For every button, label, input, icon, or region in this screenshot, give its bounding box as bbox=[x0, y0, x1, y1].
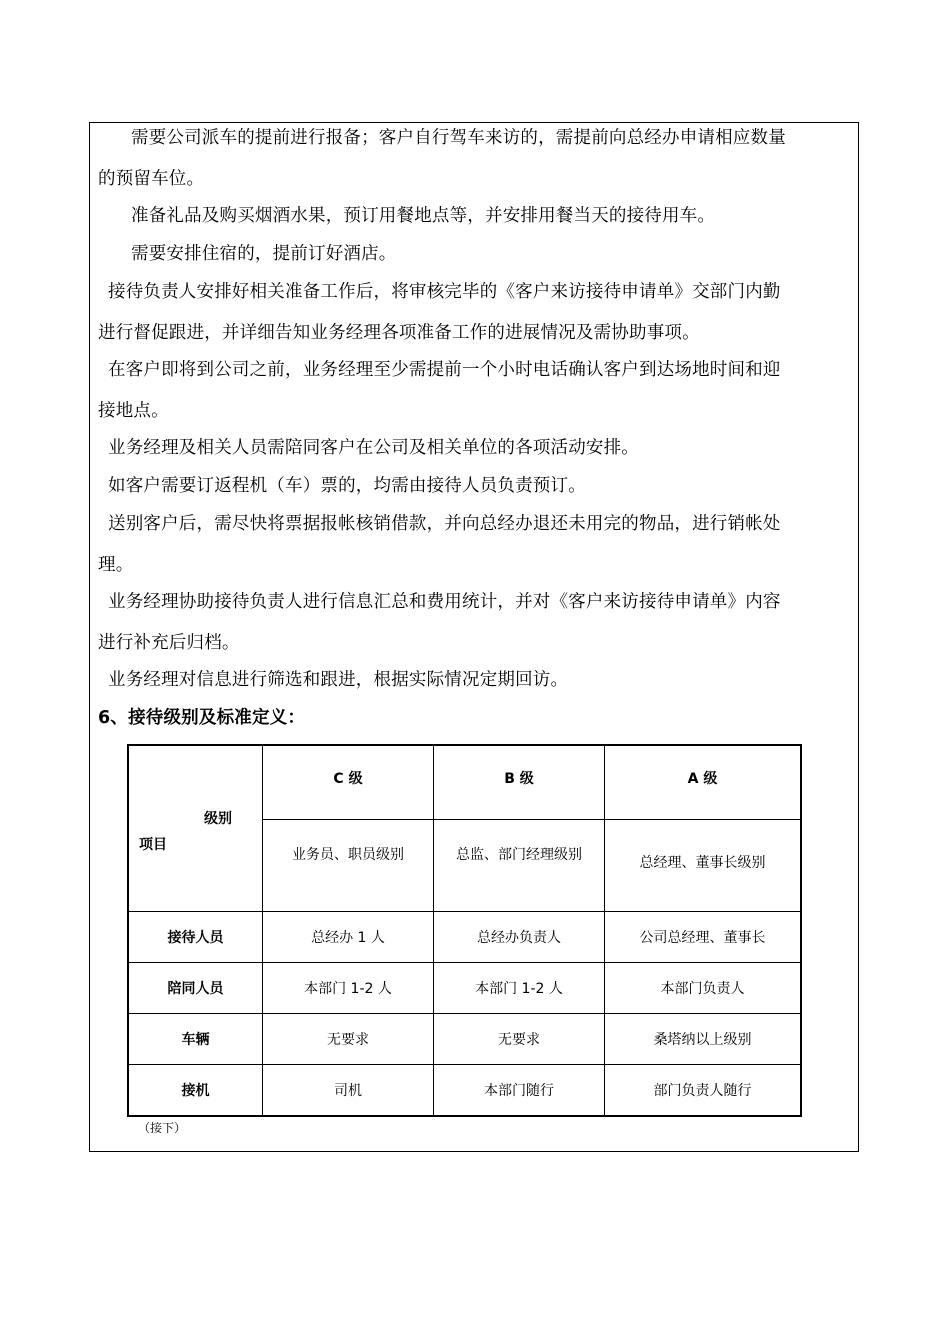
paragraph: 接待负责人安排好相关准备工作后，将审核完毕的《客户来访接待申请单》交部门内勤 bbox=[108, 282, 781, 302]
table-cell: 部门负责人随行 bbox=[605, 1065, 802, 1117]
table-cell: 总经办负责人 bbox=[434, 912, 605, 963]
continued-note: （接下） bbox=[138, 1121, 187, 1135]
level-desc-a: 总经理、董事长级别 bbox=[605, 819, 802, 911]
table-cell: 本部门随行 bbox=[434, 1065, 605, 1117]
paragraph: 进行补充后归档。 bbox=[98, 633, 240, 653]
paragraph: 业务经理对信息进行筛选和跟进，根据实际情况定期回访。 bbox=[108, 670, 569, 690]
level-header-b: B 级 bbox=[434, 745, 605, 819]
table-row bbox=[128, 963, 801, 1014]
section-heading: 6、接待级别及标准定义： bbox=[98, 708, 306, 728]
paragraph: 理。 bbox=[98, 555, 134, 575]
table-cell: 无要求 bbox=[434, 1014, 605, 1065]
level-header-a: A 级 bbox=[605, 745, 802, 819]
paragraph: 进行督促跟进，并详细告知业务经理各项准备工作的进展情况及需协助事项。 bbox=[98, 323, 700, 343]
paragraph: 业务经理及相关人员需陪同客户在公司及相关单位的各项活动安排。 bbox=[108, 438, 639, 458]
table-cell: 本部门 1-2 人 bbox=[434, 963, 605, 1014]
paragraph: 的预留车位。 bbox=[98, 169, 205, 189]
table-corner-cell bbox=[128, 745, 263, 912]
paragraph: 需要公司派车的提前进行报备；客户自行驾车来访的，需提前向总经办申请相应数量 bbox=[131, 128, 786, 148]
table-cell: 本部门 1-2 人 bbox=[263, 963, 434, 1014]
row-label: 车辆 bbox=[128, 1014, 263, 1065]
table-row bbox=[128, 1014, 801, 1065]
level-desc-c: 业务员、职员级别 bbox=[263, 819, 434, 911]
row-label: 陪同人员 bbox=[128, 963, 263, 1014]
corner-level-label: 级别 bbox=[204, 811, 232, 827]
table-cell: 桑塔纳以上级别 bbox=[605, 1014, 802, 1065]
table-cell: 公司总经理、董事长 bbox=[605, 912, 802, 963]
paragraph: 在客户即将到公司之前，业务经理至少需提前一个小时电话确认客户到达场地时间和迎 bbox=[108, 360, 781, 380]
table-row bbox=[128, 912, 801, 963]
table-cell: 司机 bbox=[263, 1065, 434, 1117]
table-cell: 无要求 bbox=[263, 1014, 434, 1065]
paragraph: 业务经理协助接待负责人进行信息汇总和费用统计，并对《客户来访接待申请单》内容 bbox=[108, 592, 781, 612]
level-header-c: C 级 bbox=[263, 745, 434, 819]
paragraph: 接地点。 bbox=[98, 401, 169, 421]
paragraph: 如客户需要订返程机（车）票的，均需由接待人员负责预订。 bbox=[108, 476, 586, 496]
level-desc-b: 总监、部门经理级别 bbox=[434, 819, 605, 911]
paragraph: 准备礼品及购买烟酒水果，预订用餐地点等，并安排用餐当天的接待用车。 bbox=[131, 206, 716, 226]
paragraph: 送别客户后，需尽快将票据报帐核销借款，并向总经办退还未用完的物品，进行销帐处 bbox=[108, 514, 781, 534]
row-label: 接待人员 bbox=[128, 912, 263, 963]
reception-level-table bbox=[127, 744, 802, 1117]
table-row bbox=[128, 1065, 801, 1117]
paragraph: 需要安排住宿的，提前订好酒店。 bbox=[131, 244, 397, 264]
table-cell: 本部门负责人 bbox=[605, 963, 802, 1014]
row-label: 接机 bbox=[128, 1065, 263, 1117]
table-cell: 总经办 1 人 bbox=[263, 912, 434, 963]
corner-item-label: 项目 bbox=[139, 837, 167, 853]
